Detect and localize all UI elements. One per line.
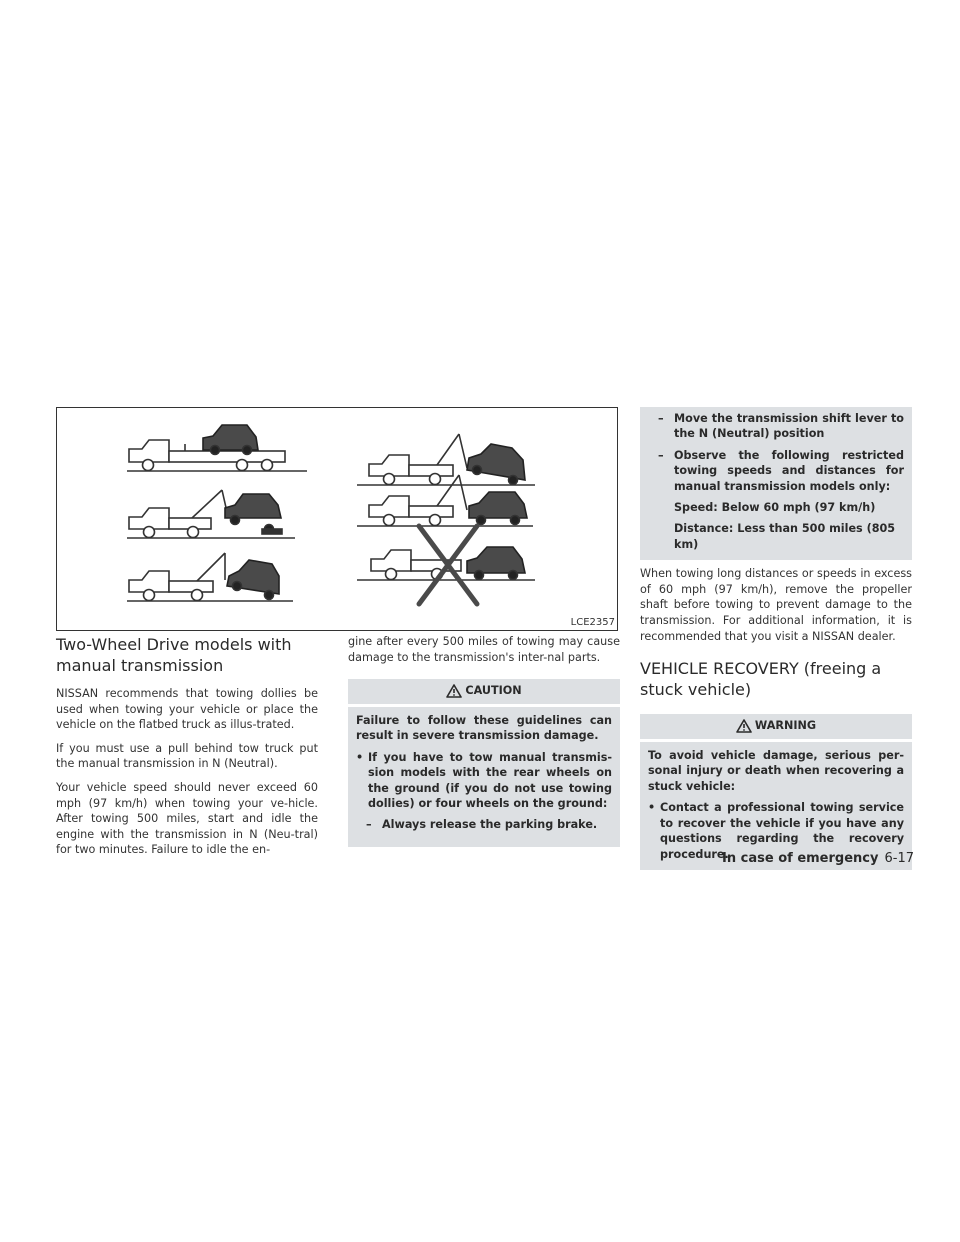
warning-intro: To avoid vehicle damage, serious per-sonal injury or death when recovering a stuck vehicle: (648, 748, 904, 793)
warning-triangle-icon (736, 719, 752, 733)
caution-header (348, 679, 620, 706)
footer-section-title: In case of emergency (722, 851, 879, 866)
paragraph: If you must use a pull behind tow truck put the manual transmission in N (Neutral). (56, 741, 318, 771)
caution-speed-limit: Speed: Below 60 mph (97 km/h) (674, 501, 876, 515)
car-on-flatbed-drawing (203, 425, 258, 455)
caution-dash-item: – Observe the following restricted towing speeds and distances for manual transmission models only: (648, 448, 904, 494)
front-lift-tow-drawing (357, 475, 533, 526)
column-left (56, 634, 318, 866)
section-heading-two-wheel-drive: Two-Wheel Drive models with manual transmission (56, 635, 292, 675)
caution-title: CAUTION (465, 684, 522, 698)
warning-triangle-icon (446, 684, 462, 698)
column-middle (348, 634, 620, 847)
caution-box (348, 679, 620, 847)
column-right (640, 407, 912, 870)
warning-header (640, 714, 912, 741)
paragraph: gine after every 500 miles of towing may cause damage to the transmission's inter-nal parts. (348, 635, 620, 664)
towing-methods-drawing (57, 408, 617, 630)
caution-bullet: • If you have to tow manual transmis-sion models with the rear wheels on the ground (if you do not use towing dollies) or four wheels on the ground: (356, 750, 612, 812)
towing-illustration (56, 407, 618, 631)
figure-code: LCE2357 (570, 617, 615, 628)
section-heading-vehicle-recovery: VEHICLE RECOVERY (freeing a stuck vehicle) (640, 659, 882, 700)
paragraph: NISSAN recommends that towing dollies be used when towing your vehicle or place the vehicle on the flatbed truck as illus-trated. (56, 687, 318, 732)
paragraph: Your vehicle speed should never exceed 60 mph (97 km/h) when towing your ve-hicle. After towing 500 miles, start and idle the engine with the transmission in N (Neu-tral) for two minutes. Failure to idle the en- (56, 780, 318, 857)
caution-distance-limit: Distance: Less than 500 miles (805 km) (674, 522, 896, 551)
paragraph: When towing long distances or speeds in excess of 60 mph (97 km/h), remove the propeller shaft before towing to prevent damage to the transmission. For additional information, it is recommended that you visit a NISSAN dealer. (640, 567, 912, 643)
page-number: 6-17 (884, 851, 914, 866)
caution-intro: Failure to follow these guidelines can result in severe transmission damage. (356, 713, 612, 743)
warning-box (640, 714, 912, 870)
caution-box-continued (640, 407, 912, 560)
dolly-tow-drawing (127, 490, 295, 538)
rear-lift-tow-drawing (357, 434, 535, 485)
warning-bullet: • Contact a professional towing service to recover the vehicle if you have any questions regarding the recovery procedure. (648, 800, 904, 862)
page-footer (722, 851, 914, 866)
wheel-lift-tow-drawing (127, 553, 293, 601)
caution-dash-item: – Always release the parking brake. (356, 817, 612, 832)
warning-title: WARNING (754, 719, 817, 733)
caution-dash-item: – Move the transmission shift lever to the N (Neutral) position (648, 411, 904, 442)
